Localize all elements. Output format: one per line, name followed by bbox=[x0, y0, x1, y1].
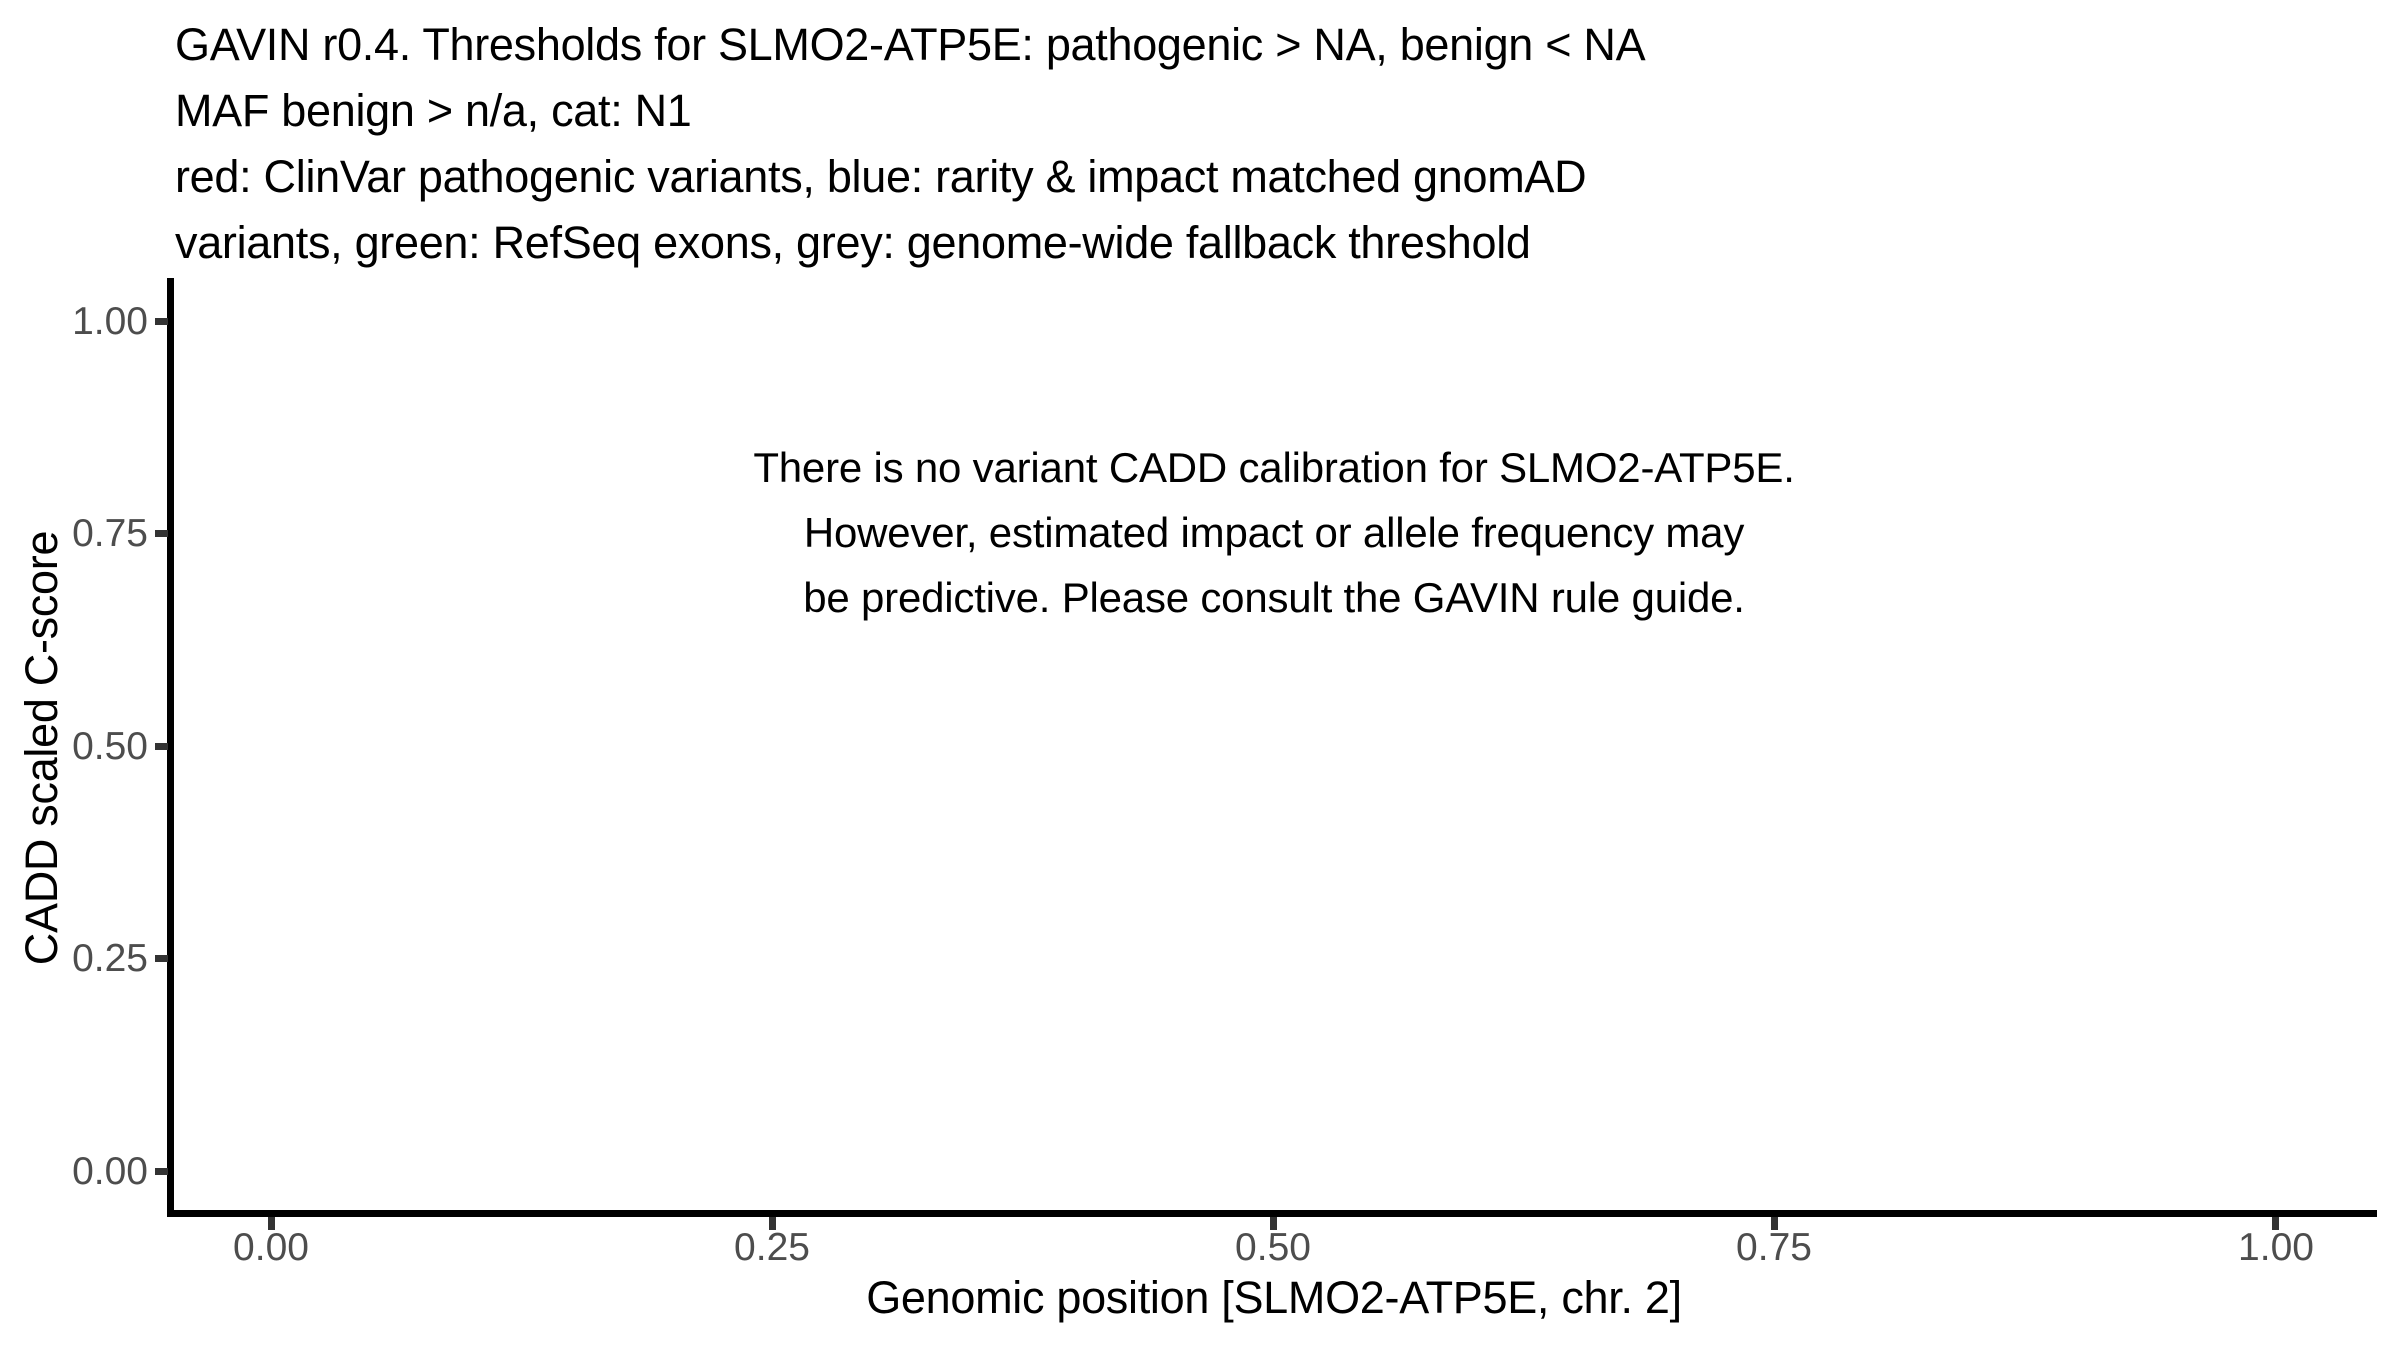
x-tick-label: 0.75 bbox=[1736, 1226, 1812, 1269]
y-tick-mark-0.25 bbox=[155, 955, 168, 962]
y-tick-label: 0.75 bbox=[72, 512, 148, 555]
annotation-line-2: However, estimated impact or allele frequency may bbox=[803, 509, 1745, 556]
y-tick-label: 0.00 bbox=[72, 1150, 148, 1193]
no-calibration-annotation bbox=[171, 435, 2377, 630]
y-tick-mark-1.00 bbox=[155, 318, 168, 325]
x-axis-line bbox=[167, 1210, 2377, 1217]
y-tick-label: 1.00 bbox=[72, 300, 148, 343]
chart-title bbox=[175, 12, 1645, 276]
x-tick-label: 0.25 bbox=[734, 1226, 810, 1269]
x-axis-title: Genomic position [SLMO2-ATP5E, chr. 2] bbox=[866, 1272, 1682, 1323]
chart-title-line-3: red: ClinVar pathogenic variants, blue: rarity & impact matched gnomAD bbox=[175, 151, 1587, 202]
y-tick-label: 0.25 bbox=[72, 937, 148, 980]
y-axis-title: CADD scaled C-score bbox=[16, 530, 67, 966]
chart-title-line-1: GAVIN r0.4. Thresholds for SLMO2-ATP5E: pathogenic > NA, benign < NA bbox=[175, 19, 1646, 70]
y-tick-mark-0.50 bbox=[155, 743, 168, 750]
chart-title-line-2: MAF benign > n/a, cat: N1 bbox=[175, 85, 692, 136]
annotation-line-1: There is no variant CADD calibration for SLMO2-ATP5E. bbox=[753, 444, 1795, 491]
y-tick-mark-0.00 bbox=[155, 1168, 168, 1175]
y-tick-label: 0.50 bbox=[72, 725, 148, 768]
y-tick-mark-0.75 bbox=[155, 530, 168, 537]
annotation-line-3: be predictive. Please consult the GAVIN rule guide. bbox=[803, 574, 1745, 621]
x-tick-label: 1.00 bbox=[2238, 1226, 2314, 1269]
x-tick-label: 0.50 bbox=[1235, 1226, 1311, 1269]
y-axis-line bbox=[167, 278, 174, 1217]
x-tick-label: 0.00 bbox=[233, 1226, 309, 1269]
chart-title-line-4: variants, green: RefSeq exons, grey: genome-wide fallback threshold bbox=[175, 217, 1531, 268]
